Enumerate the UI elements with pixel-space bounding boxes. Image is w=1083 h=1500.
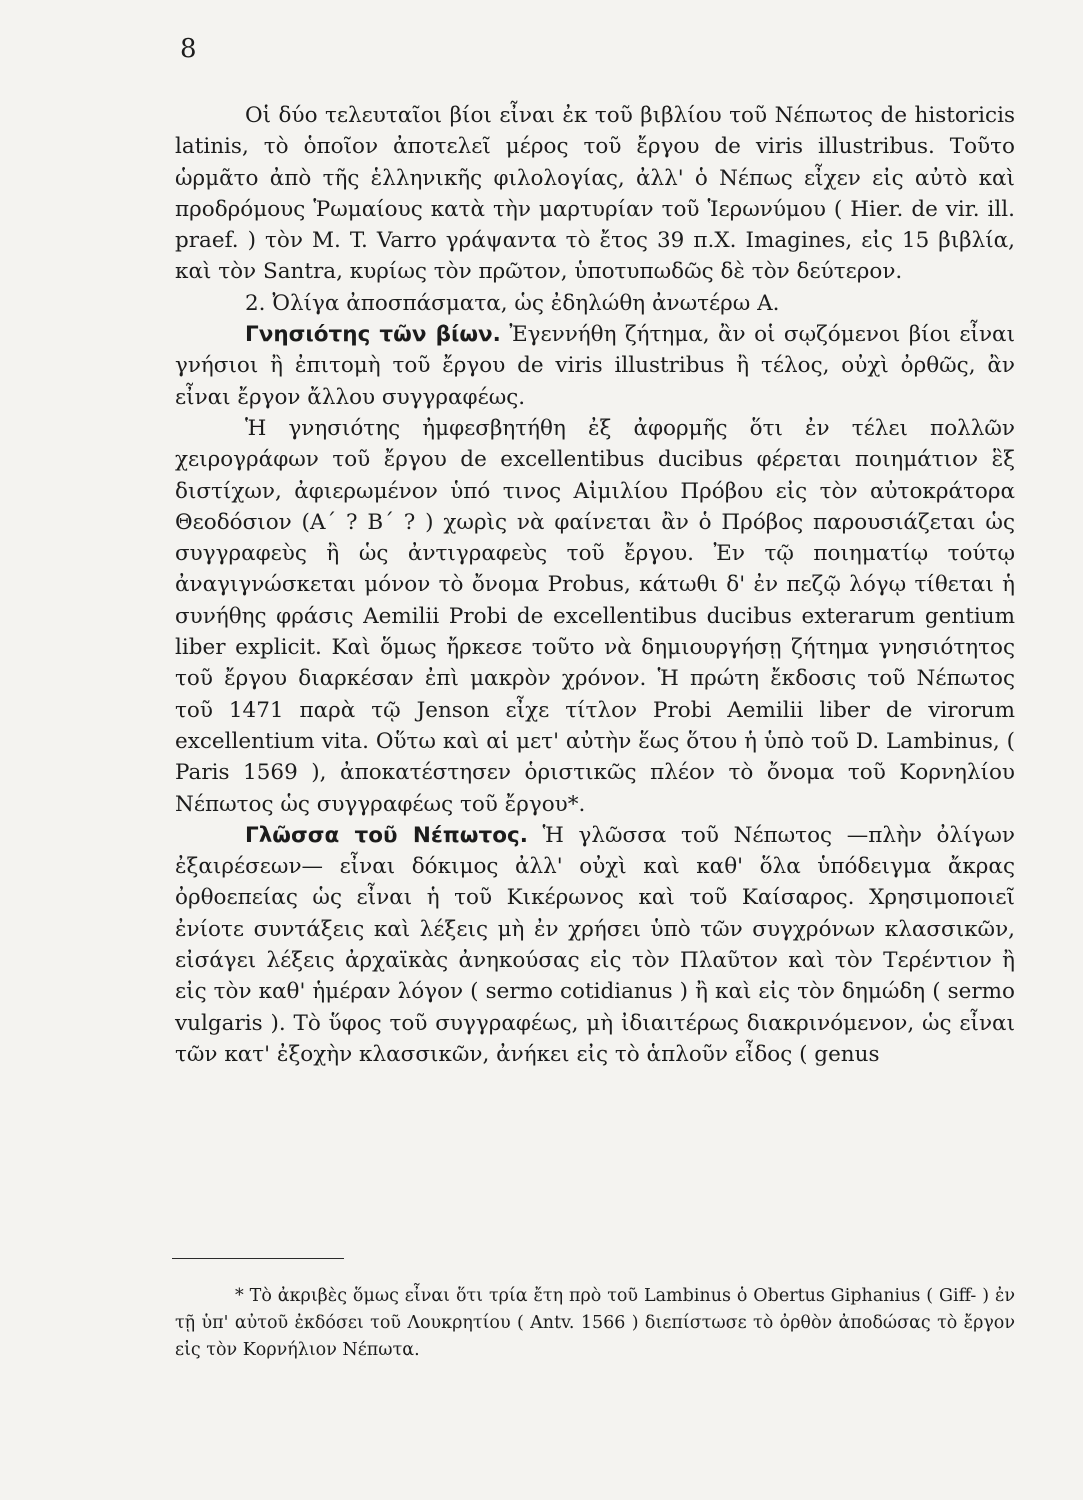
footnote-divider xyxy=(172,1258,344,1259)
paragraph-fragments: 2. Ὀλίγα ἀποσπάσματα, ὡς ἐδηλώθη ἀνωτέρω A. xyxy=(245,290,780,316)
body-text xyxy=(175,100,1015,1070)
footnote xyxy=(175,1283,1015,1364)
footnote-text: * Τὸ ἀκριβὲς ὅμως εἶναι ὅτι τρία ἔτη πρὸ τοῦ Lambinus ὁ Obertus Giphanius ( Giff- ) ἐν τῇ ὑπ' αὐτοῦ ἐκδόσει τοῦ Λουκρητίου ( Antv. 1566 ) διεπίστωσε τὸ ὀρθὸν ἀποδώσας τὸ ἔργον εἰς τὸν Κορνήλιον Νέπωτα. xyxy=(175,1286,1015,1360)
section-heading-language: Γλῶσσα τοῦ Νέπωτος. xyxy=(245,822,528,848)
paragraph-genuineness-body: Ἡ γνησιότης ἠμφεσβητήθη ἐξ ἀφορμῆς ὅτι ἐν τέλει πολλῶν χειρογράφων τοῦ ἔργου de excellentibus ducibus φέρεται ποιημάτιον ἓξ διστίχων, ἀφιερωμένον ὑπό τινος Αἰμιλίου Πρόβου εἰς τὸν αὐτοκράτορα Θεοδόσιον (Α΄ ? Β΄ ? ) χωρὶς νὰ φαίνεται ἂν ὁ Πρόβος παρουσιάζεται ὡς συγγραφεὺς ἢ ὡς ἀντιγραφεὺς τοῦ ἔργου. Ἐν τῷ ποιηματίῳ τούτῳ ἀναγιγνώσκεται μόνον τὸ ὄνομα Probus, κάτωθι δ' ἐν πεζῷ λόγῳ τίθεται ἡ συνήθης φράσις Aemilii Probi de excellentibus ducibus exterarum gentium liber explicit. Καὶ ὅμως ἤρκεσε τοῦτο νὰ δημιουργήσῃ ζήτημα γνησιότητος τοῦ ἔργου διαρκέσαν ἐπὶ μακρὸν χρόνον. Ἡ πρώτη ἔκδοσις τοῦ Νέπωτος τοῦ 1471 παρὰ τῷ Jenson εἶχε τίτλον Probi Aemilii liber de virorum excellentium vita. Οὕτω καὶ αἱ μετ' αὐτὴν ἕως ὅτου ἡ ὑπὸ τοῦ D. Lambinus, ( Paris 1569 ), ἀποκατέστησεν ὁριστικῶς πλέον τὸ ὄνομα τοῦ Κορνηλίου Νέπωτος ὡς συγγραφέως τοῦ ἔργου*. xyxy=(175,415,1015,817)
paragraph-language xyxy=(175,820,1015,1070)
section-heading-genuineness: Γνησιότης τῶν βίων. xyxy=(245,322,501,348)
genuineness-intro-text: Ἐγεννήθη ζήτημα, ἂν οἱ σῳζόμενοι βίοι εἶναι γνήσιοι ἢ ἐπιτομὴ τοῦ ἔργου de viris illustribus ἢ τέλος, οὐχὶ ὀρθῶς, ἂν εἶναι ἔργον ἄλλου συγγραφέως. xyxy=(175,322,1016,410)
paragraph-genuineness-intro xyxy=(175,319,1015,413)
language-text: Ἡ γλῶσσα τοῦ Νέπωτος —πλὴν ὀλίγων ἐξαιρέσεων— εἶναι δόκιμος ἀλλ' οὐχὶ καὶ καθ' ὅλα ὑπόδειγμα ἄκρας ὀρθοεπείας ὡς εἶναι ἡ τοῦ Κικέρωνος καὶ τοῦ Καίσαρος. Χρησιμοποιεῖ ἐνίοτε συντάξεις καὶ λέξεις μὴ ἐν χρήσει ὑπὸ τῶν συγχρόνων κλασσικῶν, εἰσάγει λέξεις ἀρχαϊκὰς ἀνηκούσας εἰς τὸν Πλαῦτον καὶ τὸν Τερέντιον ἢ εἰς τὸν καθ' ἡμέραν λόγον ( sermo cotidianus ) ἢ καὶ εἰς τὸν δημώδη ( sermo vulgaris ). Τὸ ὕφος τοῦ συγγραφέως, μὴ ἰδιαιτέρως διακρινόμενον, ὡς εἶναι τῶν κατ' ἐξοχὴν κλασσικῶν, ἀνήκει εἰς τὸ ἁπλοῦν εἶδος ( genus xyxy=(175,822,1016,1067)
paragraph-historicis: Οἱ δύο τελευταῖοι βίοι εἶναι ἐκ τοῦ βιβλίου τοῦ Νέπωτος de historicis latinis, τὸ ὁποῖον ἀποτελεῖ μέρος τοῦ ἔργου de viris illustribus. Τοῦτο ὡρμᾶτο ἀπὸ τῆς ἑλληνικῆς φιλολογίας, ἀλλ' ὁ Νέπως εἶχεν εἰς αὐτὸ καὶ προδρόμους Ῥωμαίους κατὰ τὴν μαρτυρίαν τοῦ Ἱερωνύμου ( Hier. de vir. ill. praef. ) τὸν M. T. Varro γράψαντα τὸ ἔτος 39 π.Χ. Imagines, εἰς 15 βιβλία, καὶ τὸν Santra, κυρίως τὸν πρῶτον, ὑποτυπωδῶς δὲ τὸν δεύτερον. xyxy=(175,103,1015,285)
page-number: 8 xyxy=(180,34,197,64)
